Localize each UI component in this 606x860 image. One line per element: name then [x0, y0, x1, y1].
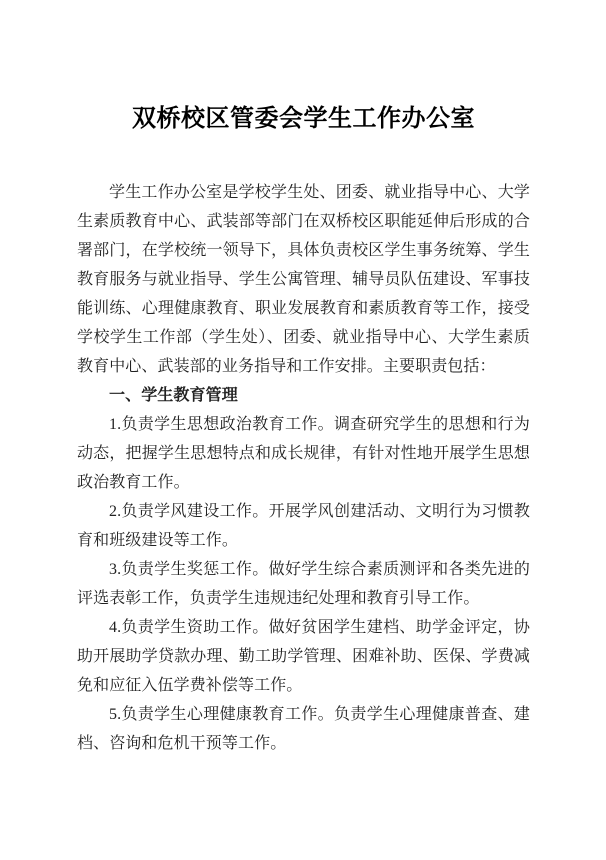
- duty-item-3: 3.负责学生奖惩工作。做好学生综合素质测评和各类先进的评选表彰工作，负责学生违规违纪处理和教育引导工作。: [77, 561, 530, 607]
- duty-item-2: 2.负责学风建设工作。开展学风创建活动、文明行为习惯教育和班级建设等工作。: [77, 503, 530, 549]
- duty-item-1: 1.负责学生思想政治教育工作。调查研究学生的思想和行为动态，把握学生思想特点和成长规律，有针对性地开展学生思想政治教育工作。: [77, 416, 530, 491]
- duty-item-5: 5.负责学生心理健康教育工作。负责学生心理健康普查、建档、咨询和危机干预等工作。: [77, 706, 530, 752]
- document-title: 双桥校区管委会学生工作办公室: [132, 106, 475, 132]
- document-body: [77, 178, 530, 758]
- intro-paragraph: 学生工作办公室是学校学生处、团委、就业指导中心、大学生素质教育中心、武装部等部门在双桥校区职能延伸后形成的合署部门，在学校统一领导下，具体负责校区学生事务统筹、学生教育服务与就业指导、学生公寓管理、辅导员队伍建设、军事技能训练、心理健康教育、职业发展教育和素质教育等工作，接受学校学生工作部（学生处）、团委、就业指导中心、大学生素质教育中心、武装部的业务指导和工作安排。主要职责包括：: [77, 184, 530, 375]
- section-heading-student-education-management: 一、学生教育管理: [109, 387, 238, 404]
- duty-item-4: 4.负责学生资助工作。做好贫困学生建档、助学金评定，协助开展助学贷款办理、勤工助学管理、困难补助、医保、学费减免和应征入伍学费补偿等工作。: [77, 619, 530, 694]
